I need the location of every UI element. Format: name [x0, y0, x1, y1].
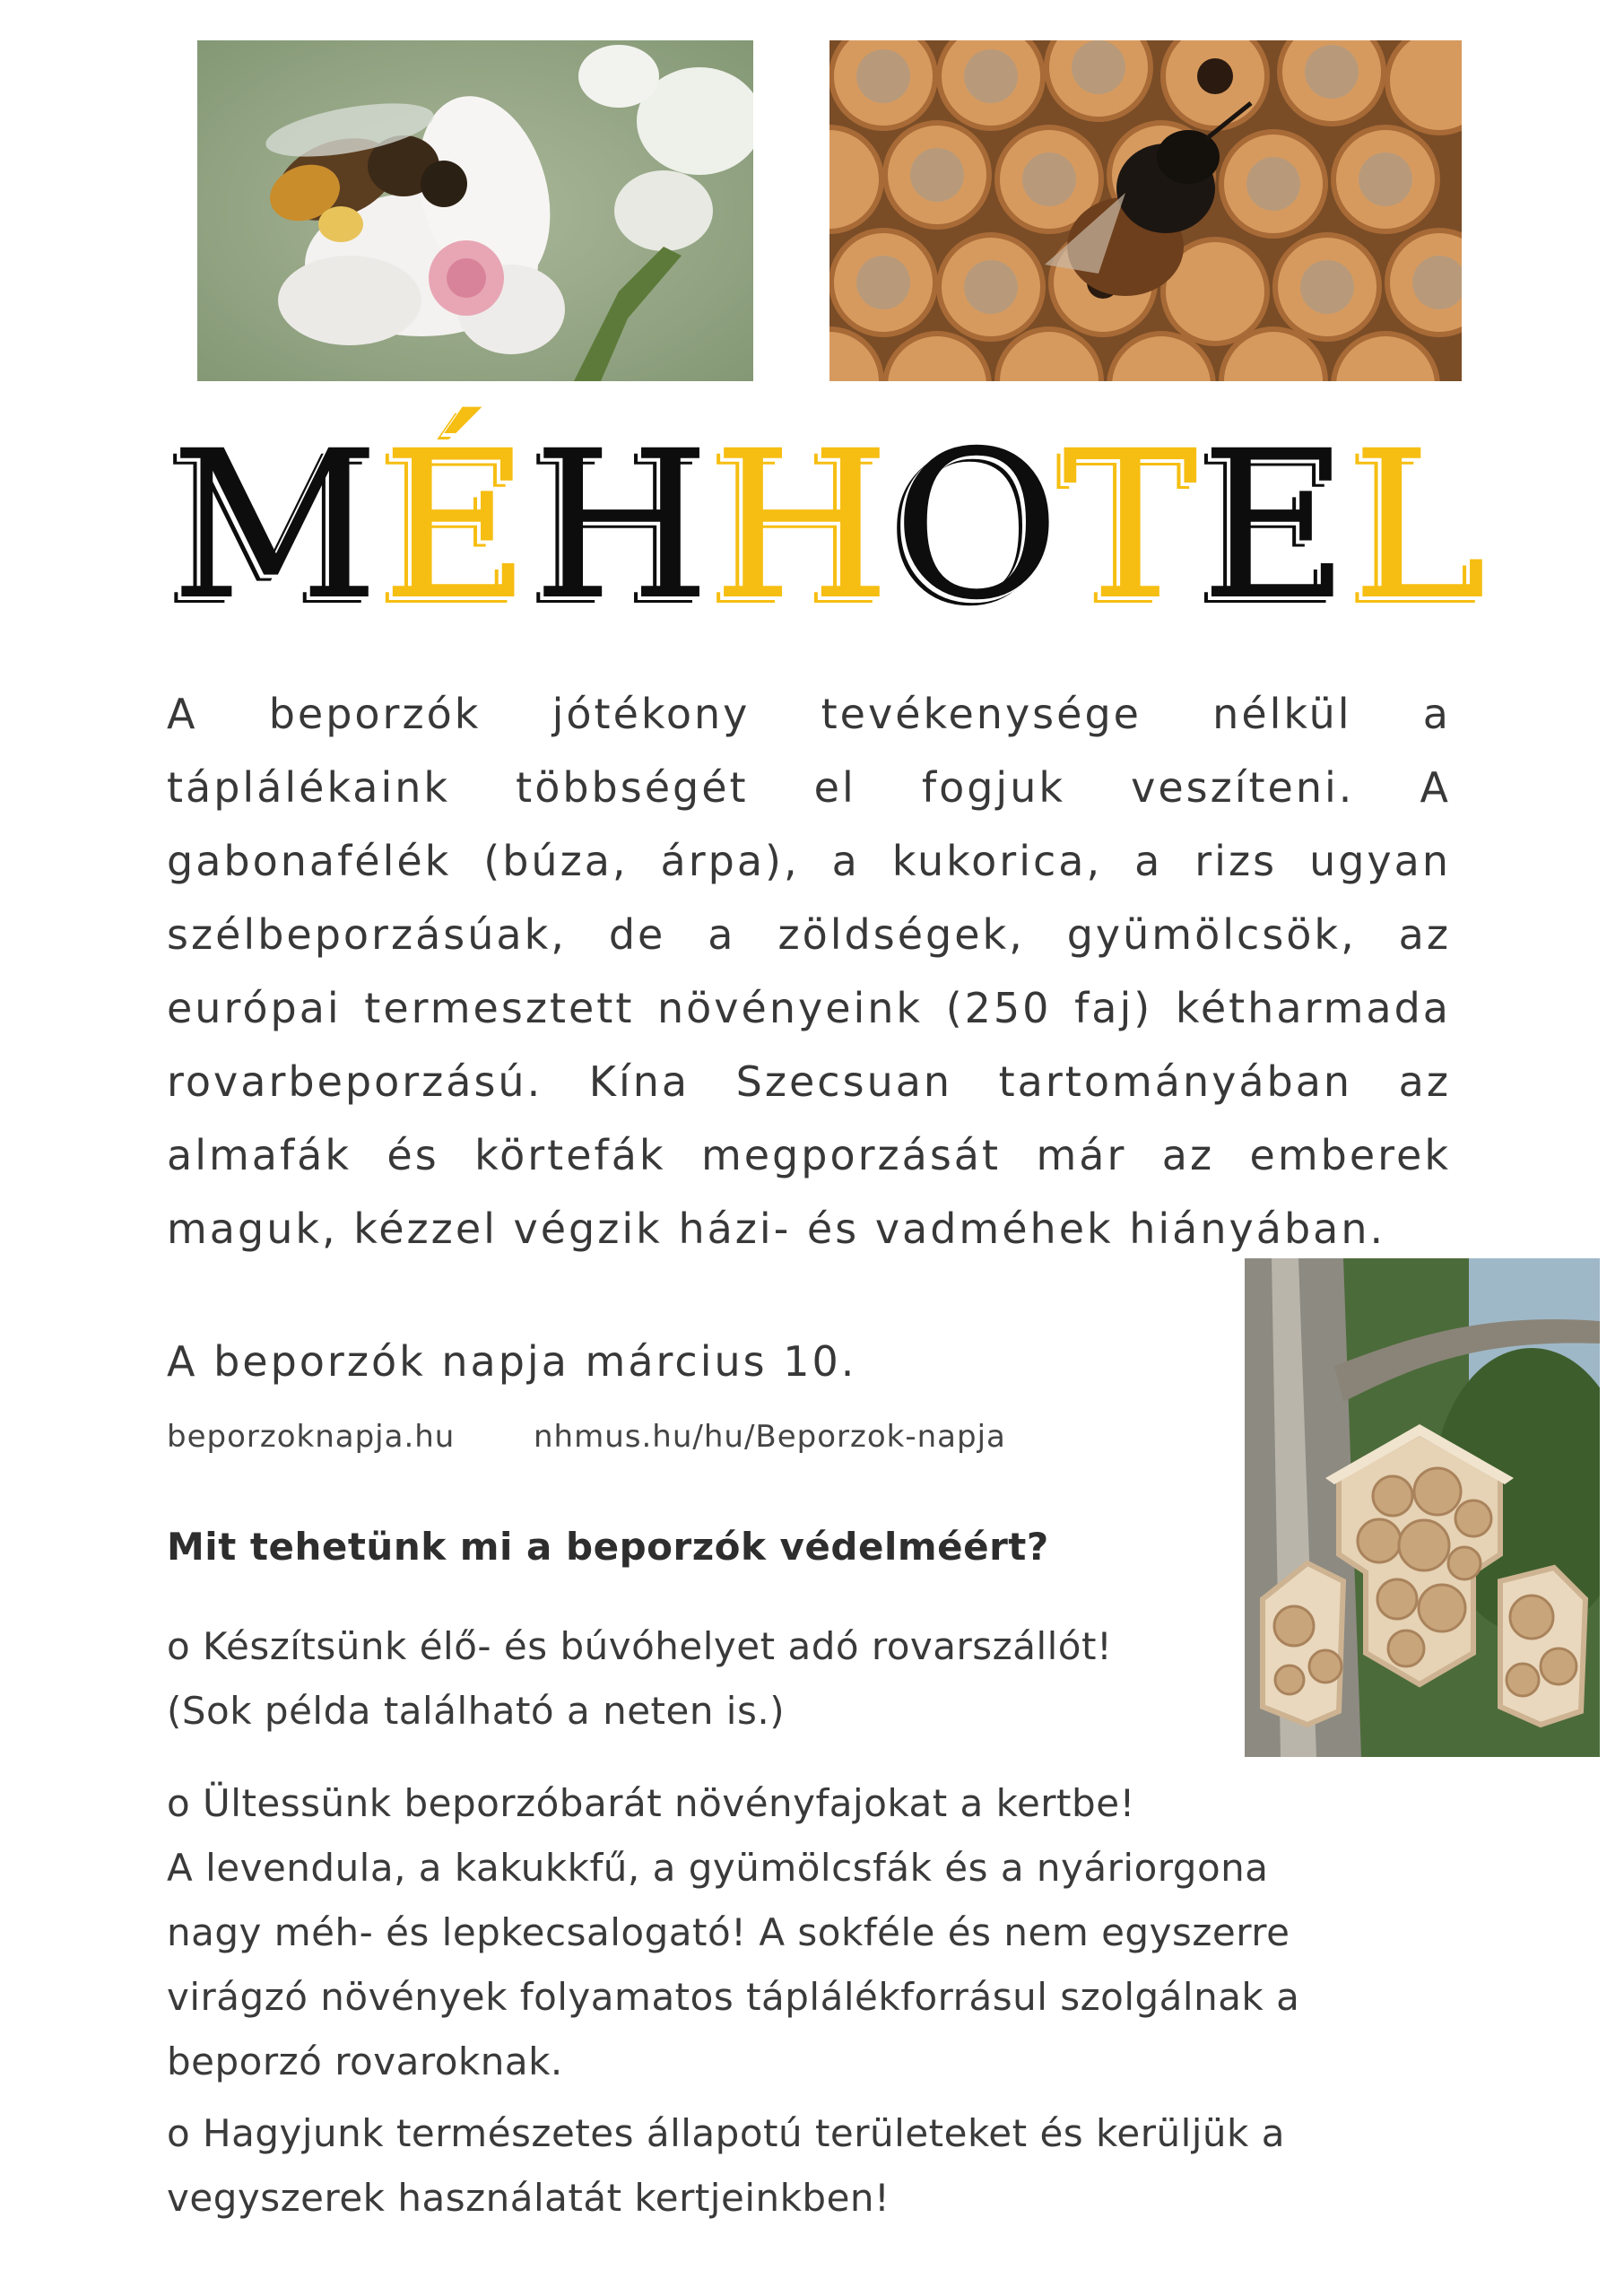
tip-line: beporzó rovaroknak. — [167, 2039, 563, 2083]
tip-line: nagy méh- és lepkecsalogató! A sokféle és nem egyszerre — [167, 1910, 1290, 1954]
title-letter: O — [892, 406, 1063, 645]
insect-hotel-photo — [1245, 1258, 1600, 1757]
title-letter: H — [712, 406, 893, 645]
link-beporzoknapja[interactable]: beporzoknapja.hu — [167, 1419, 456, 1455]
bee-on-flower-photo — [197, 40, 753, 381]
title-letter: T — [1062, 406, 1201, 645]
title-letter: M — [169, 406, 382, 645]
tip-line: A levendula, a kakukkfű, a gyümölcsfák és a nyáriorgona — [167, 1846, 1269, 1890]
tip-line: o Ültessünk beporzóbarát növényfajokat a kertbe! — [167, 1781, 1135, 1825]
bee-on-nesting-tubes-photo — [829, 40, 1462, 381]
title-letter: E — [1200, 406, 1351, 645]
tip-line: virágzó növények folyamatos táplálékforrásul szolgálnak a — [167, 1975, 1300, 2019]
title-letter: É — [381, 406, 533, 645]
title-letter: L — [1350, 406, 1489, 645]
intro-paragraph: A beporzók jótékony tevékenysége nélkül a táplálékaink többségét el fogjuk veszíteni. A gabonafélék (búza, árpa), a kukorica, a rizs ugyan szélbeporzásúak, de a zöldségek, gyümölcsök, az európai termesztett növényeink (250 faj) kétharmada rovarbeporzású. Kína Szecsuan tartományában az almafák és körtefák megporzását már az emberek maguk, kézzel végzik házi- és vadméhek hiányában. — [167, 690, 1451, 1253]
link-nhmus[interactable]: nhmus.hu/hu/Beporzok-napja — [534, 1419, 1006, 1455]
tip-line: (Sok példa található a neten is.) — [167, 1689, 786, 1733]
title-letter: H — [532, 406, 713, 645]
tip-line: o Hagyjunk természetes állapotú területeket és kerüljük a — [167, 2111, 1285, 2155]
tip-line: vegyszerek használatát kertjeinkben! — [167, 2176, 890, 2220]
tip-line: o Készítsünk élő- és búvóhelyet adó rovarszállót! — [167, 1624, 1113, 1668]
page-title — [169, 395, 1489, 645]
tip-insect-hotel — [167, 1614, 1243, 1744]
tip-plants — [167, 1771, 1458, 2094]
pollinator-day-note: A beporzók napja március 10. — [167, 1337, 857, 1386]
tip-natural-areas — [167, 2101, 1458, 2231]
section-heading: Mit tehetünk mi a beporzók védelméért? — [167, 1525, 1049, 1569]
